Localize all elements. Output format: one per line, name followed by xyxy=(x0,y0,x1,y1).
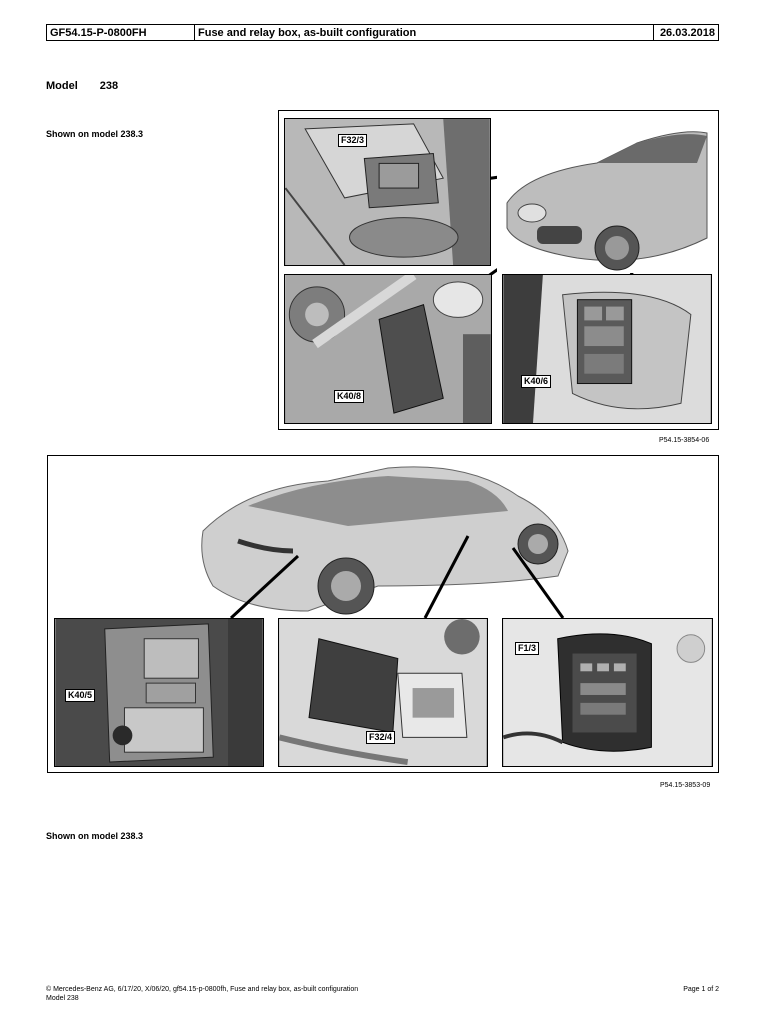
document-id: GF54.15-P-0800FH xyxy=(47,25,195,40)
shown-on-caption-2: Shown on model 238.3 xyxy=(46,831,144,841)
footer-copyright: © Mercedes-Benz AG, 6/17/20, X/06/20, gf54.15-p-0800fh, Fuse and relay box, as-built configuration xyxy=(46,986,359,993)
model-label: Model xyxy=(46,80,78,92)
photo-k40-6 xyxy=(502,274,712,424)
figure-2 xyxy=(47,455,719,773)
k40-6-illustration xyxy=(503,275,711,423)
document-header xyxy=(46,24,719,41)
photo-car-front xyxy=(497,118,715,273)
car-front-illustration xyxy=(497,118,715,273)
callout-k40-6: K40/6 xyxy=(521,375,551,388)
engine-compartment-illustration xyxy=(285,119,490,265)
callout-f1-3: F1/3 xyxy=(515,642,539,655)
page-number: Page 1 of 2 xyxy=(683,986,719,993)
k40-8-illustration xyxy=(285,275,491,423)
figure-1-ref: P54.15-3854-06 xyxy=(659,437,710,444)
figure-1 xyxy=(278,110,719,430)
photo-f32-4 xyxy=(278,618,488,767)
figure-2-ref: P54.15-3853-09 xyxy=(660,782,711,789)
callout-f32-4: F32/4 xyxy=(366,731,395,744)
callout-f32-3: F32/3 xyxy=(338,134,367,147)
photo-f1-3 xyxy=(502,618,713,767)
callout-k40-8: K40/8 xyxy=(334,390,364,403)
shown-on-caption-1: Shown on model 238.3 xyxy=(46,129,144,139)
footer-model: Model 238 xyxy=(46,995,79,1002)
document-date: 26.03.2018 xyxy=(659,27,715,39)
photo-k40-8 xyxy=(284,274,492,424)
document-title: Fuse and relay box, as-built configuration xyxy=(195,25,654,40)
model-heading xyxy=(46,80,118,92)
page-footer xyxy=(46,985,719,1003)
callout-k40-5: K40/5 xyxy=(65,689,95,702)
photo-engine-compartment xyxy=(284,118,491,266)
model-number: 238 xyxy=(99,80,119,92)
